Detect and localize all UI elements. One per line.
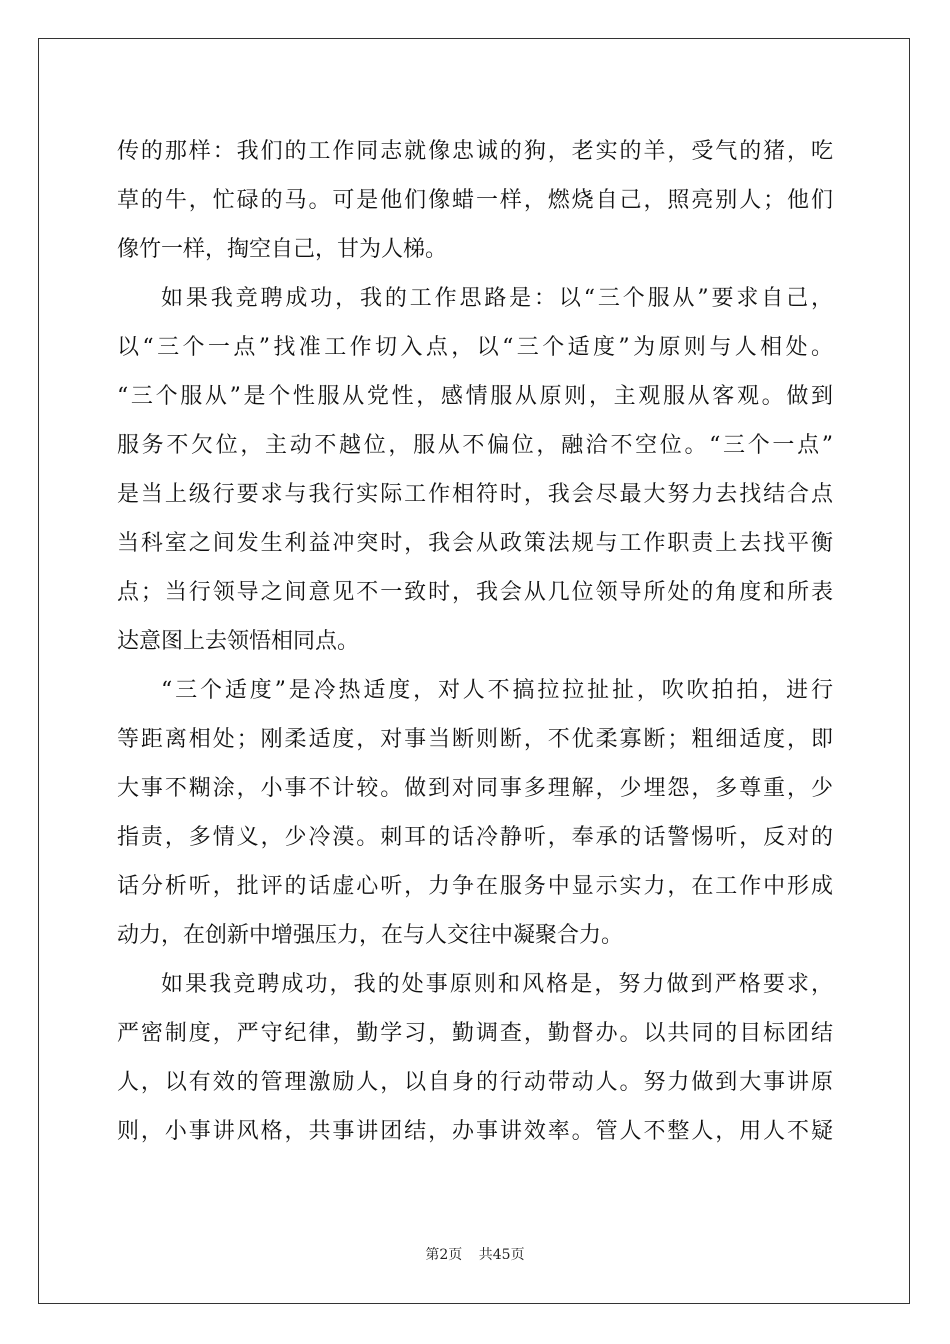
- text-line: 严密制度，严守纪律，勤学习，勤调查，勤督办。以共同的目标团结: [117, 1021, 833, 1046]
- text-line: 以“三个一点”找准工作切入点，以“三个适度”为原则与人相处。: [117, 335, 833, 360]
- text-line: 草的牛，忙碌的马。可是他们像蜡一样，燃烧自己，照亮别人；他们: [117, 188, 833, 213]
- text-line: 达意图上去领悟相同点。: [117, 629, 360, 654]
- text-line: 传的那样：我们的工作同志就像忠诚的狗，老实的羊，受气的猪，吃: [117, 139, 833, 164]
- text-line: “三个适度”是冷热适度，对人不搞拉拉扯扯，吹吹拍拍，进行: [161, 678, 833, 703]
- text-line: 大事不糊涂，小事不计较。做到对同事多理解，少埋怨，多尊重，少: [117, 776, 833, 801]
- text-line: “三个服从”是个性服从党性，感情服从原则，主观服从客观。做到: [117, 384, 833, 409]
- text-line: 如果我竞聘成功，我的工作思路是：以“三个服从”要求自己，: [161, 286, 833, 311]
- text-line: 服务不欠位，主动不越位，服从不偏位，融洽不空位。“三个一点”: [117, 433, 833, 458]
- page-footer: [0, 1244, 950, 1264]
- text-line: 话分析听，批评的话虚心听，力争在服务中显示实力，在工作中形成: [117, 874, 833, 899]
- text-line: 是当上级行要求与我行实际工作相符时，我会尽最大努力去找结合点: [117, 482, 833, 507]
- text-line: 点；当行领导之间意见不一致时，我会从几位领导所处的角度和所表: [117, 580, 833, 605]
- page-number: 第2页: [425, 1247, 463, 1263]
- text-line: 如果我竞聘成功，我的处事原则和风格是，努力做到严格要求，: [161, 972, 833, 997]
- text-line: 动力，在创新中增强压力，在与人交往中凝聚合力。: [117, 923, 624, 948]
- text-line: 当科室之间发生利益冲突时，我会从政策法规与工作职责上去找平衡: [117, 531, 833, 556]
- text-line: 等距离相处；刚柔适度，对事当断则断，不优柔寡断；粗细适度，即: [117, 727, 833, 752]
- document-body: [117, 127, 833, 1156]
- text-line: 指责，多情义，少冷漠。刺耳的话冷静听，奉承的话警惕听，反对的: [117, 825, 833, 850]
- page-total: 共45页: [478, 1247, 525, 1263]
- text-line: 人，以有效的管理激励人，以自身的行动带动人。努力做到大事讲原: [117, 1070, 833, 1095]
- text-line: 像竹一样，掏空自己，甘为人梯。: [117, 237, 448, 262]
- text-line: 则，小事讲风格，共事讲团结，办事讲效率。管人不整人，用人不疑: [117, 1119, 833, 1144]
